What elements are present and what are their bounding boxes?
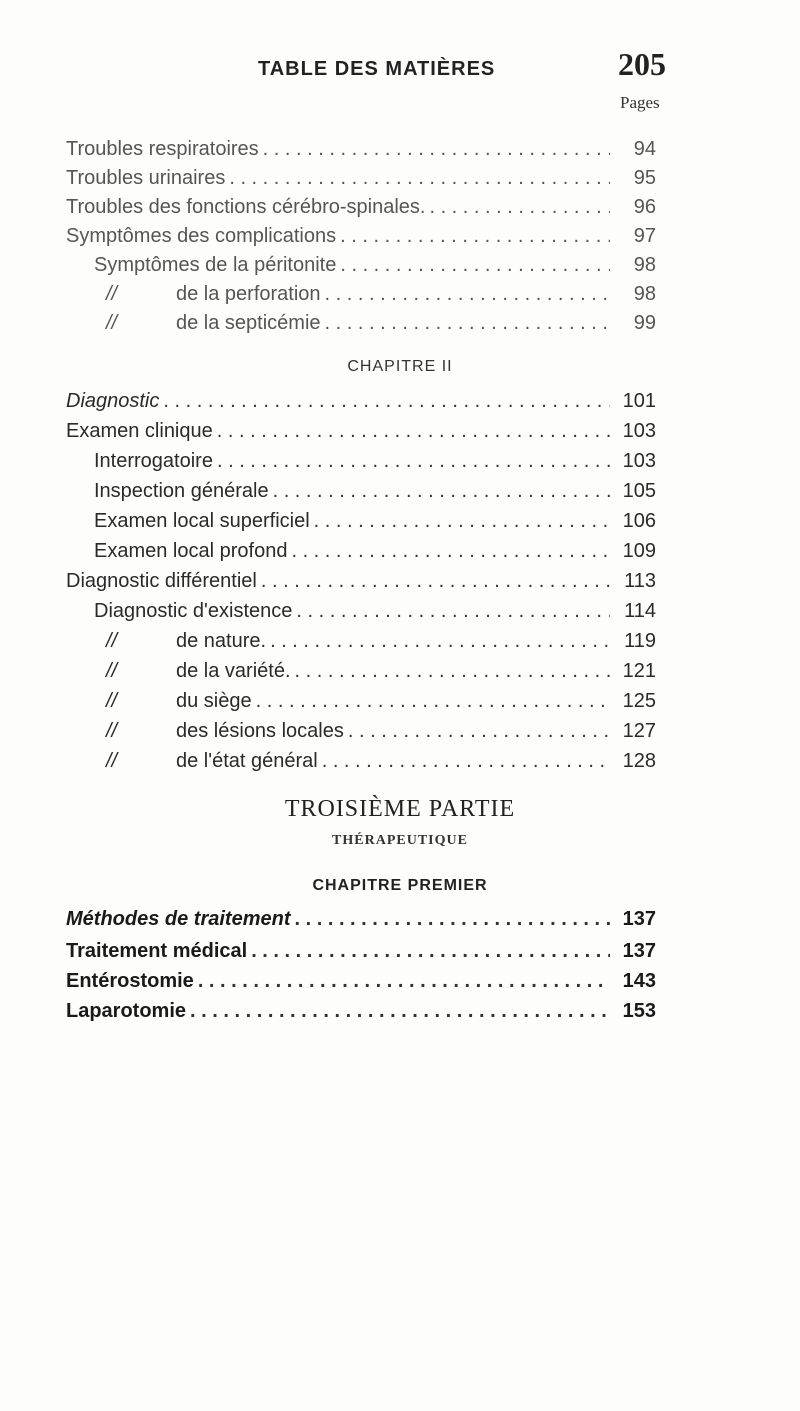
part-title: TROISIÈME PARTIE (284, 796, 516, 822)
toc-entry: Traitement médical . . . 137 (66, 940, 656, 970)
toc-entry: Laparotomie . . . 153 (66, 1000, 656, 1030)
ditto-mark: // (106, 283, 118, 305)
page-number: 205 (618, 46, 666, 82)
ditto-mark: // (106, 720, 118, 742)
toc-entry: // de l'état général . . . 128 (66, 750, 656, 780)
toc-entry: Troubles urinaires . . . 95 (66, 167, 656, 197)
ditto-mark: // (106, 660, 118, 682)
toc-entry: Examen clinique . . . 103 (66, 420, 656, 450)
toc-entry: Interrogatoire . . . 103 (66, 450, 656, 480)
toc-entry: Troubles respiratoires . . . 94 (66, 138, 656, 168)
toc-entry: Examen local profond . . . 109 (66, 540, 656, 570)
ditto-mark: // (106, 750, 118, 772)
toc-entry: // des lésions locales . . . 127 (66, 720, 656, 750)
ditto-mark: // (106, 312, 118, 334)
ditto-mark: // (106, 630, 118, 652)
toc-entry: Symptômes de la péritonite . . . 98 (66, 254, 656, 284)
toc-entry: Examen local superficiel . . . 106 (66, 510, 656, 540)
toc-entry: // du siège . . . 125 (66, 690, 656, 720)
toc-entry: // de la perforation . . . 98 (66, 283, 656, 313)
chapter-heading: CHAPITRE II (347, 358, 453, 375)
toc-entry: Diagnostic différentiel . . . 113 (66, 570, 656, 600)
toc-entry: Diagnostic . . . 101 (66, 390, 656, 420)
toc-entry: Entérostomie . . . 143 (66, 970, 656, 1000)
toc-entry: Diagnostic d'existence . . . 114 (66, 600, 656, 630)
ditto-mark: // (106, 690, 118, 712)
toc-entry: // de nature. . . . 119 (66, 630, 656, 660)
toc-entry: // de la septicémie . . . 99 (66, 312, 656, 342)
toc-entry: Troubles des fonctions cérébro-spinales. . . . 96 (66, 196, 656, 226)
running-header-title: TABLE DES MATIÈRES (258, 58, 496, 80)
toc-entry: Méthodes de traitement . . . 137 (66, 908, 656, 938)
part-subtitle: THÉRAPEUTIQUE (332, 833, 468, 848)
pages-column-label: Pages (620, 93, 660, 112)
toc-entry: Symptômes des complications . . . 97 (66, 225, 656, 255)
toc-entry: // de la variété. . . . 121 (66, 660, 656, 690)
toc-entry: Inspection générale . . . 105 (66, 480, 656, 510)
chapter-heading: CHAPITRE PREMIER (312, 877, 488, 894)
